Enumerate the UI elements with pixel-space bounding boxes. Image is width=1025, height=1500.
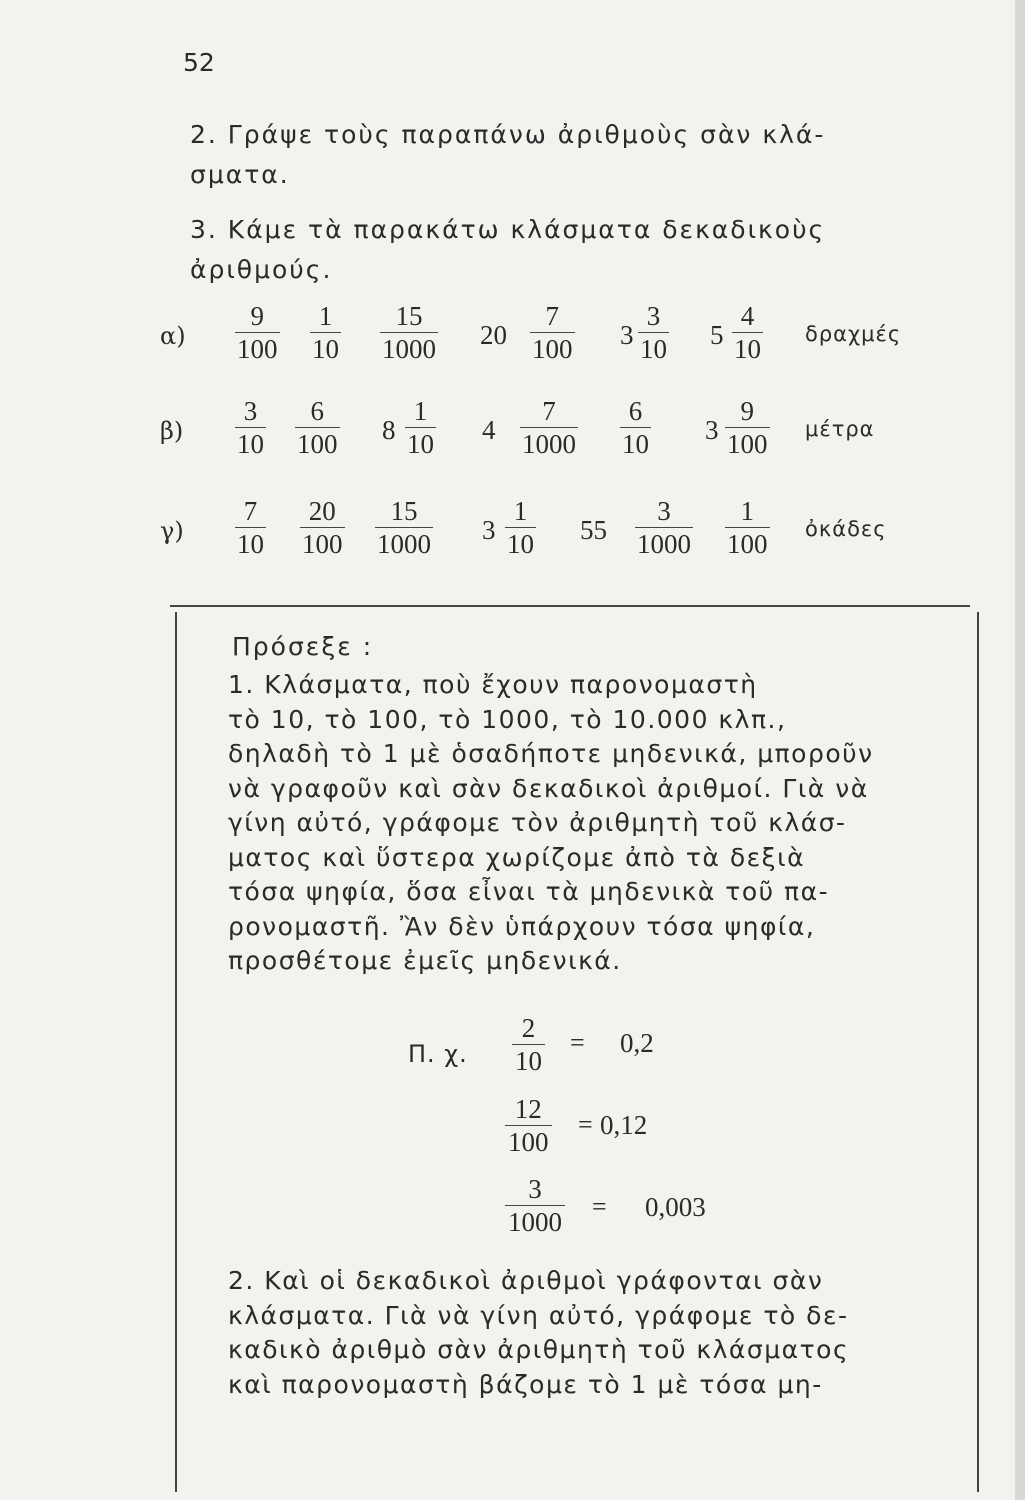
numerator: 1 (740, 496, 754, 526)
numerator: 15 (395, 301, 423, 331)
denominator: 10 (622, 429, 649, 459)
denominator: 10 (237, 429, 264, 459)
fraction (295, 395, 340, 460)
fraction (310, 300, 341, 365)
denominator: 1000 (637, 529, 691, 559)
whole-part: 3 (482, 515, 496, 545)
text-line: κλάσματα. Γιὰ νὰ γίνη αὐτό, γράφομε τὸ δε- (228, 1300, 849, 1330)
denominator: 100 (727, 529, 768, 559)
fraction (505, 495, 536, 560)
fraction (405, 395, 436, 460)
text-line: γίνη αὐτό, γράφομε τὸν ἀριθμητὴ τοῦ κλάσ- (228, 808, 847, 837)
numerator: 3 (243, 396, 258, 426)
whole-part: 55 (580, 515, 607, 545)
numerator: 7 (545, 301, 559, 331)
denominator: 100 (297, 429, 338, 459)
numerator: 2 (521, 1013, 536, 1043)
example-result: 0,003 (645, 1192, 706, 1222)
unit-label: δραχμές (805, 322, 902, 346)
exercise-3-text (190, 210, 950, 290)
example-result: 0,12 (600, 1110, 648, 1140)
equals-sign: = (578, 1110, 593, 1139)
denominator: 100 (532, 334, 573, 364)
exercise-2-text (190, 115, 950, 195)
example-label: Π. χ. (408, 1040, 468, 1068)
fraction (732, 300, 763, 365)
notice-paragraph-2 (228, 1264, 958, 1402)
fraction (380, 300, 438, 365)
numerator: 6 (310, 396, 324, 426)
row-label: β) (160, 417, 184, 445)
fraction (235, 495, 266, 560)
example-fraction (505, 1093, 552, 1158)
example-fraction (505, 1173, 565, 1238)
numerator: 3 (657, 496, 671, 526)
denominator: 100 (727, 429, 768, 459)
fraction (635, 495, 693, 560)
numerator: 15 (390, 496, 418, 526)
numerator: 6 (628, 396, 643, 426)
fraction (375, 495, 433, 560)
text-line: ματος καὶ ὕστερα χωρίζομε ἀπὸ τὰ δεξιὰ (228, 842, 806, 872)
numerator: 3 (528, 1174, 542, 1204)
whole-part: 4 (482, 415, 496, 445)
text-line: 1. Κλάσματα, ποὺ ἔχουν παρονομαστὴ (228, 670, 758, 699)
fraction-row-alpha (160, 300, 920, 380)
unit-label: ὀκάδες (805, 517, 887, 541)
numerator: 1 (513, 496, 528, 526)
fraction (520, 395, 578, 460)
equals-sign: = (592, 1192, 607, 1221)
text-line: 3. Κάμε τὰ παρακάτω κλάσματα δεκαδικοὺς (190, 215, 826, 244)
numerator: 1 (318, 301, 333, 331)
page-number: 52 (183, 48, 215, 77)
text-line: σματα. (190, 160, 290, 189)
text-line: δηλαδὴ τὸ 1 μὲ ὁσαδήποτε μηδενικά, μποροῦν (228, 739, 874, 768)
denominator: 1000 (377, 529, 431, 559)
text-line: 2. Γράψε τοὺς παραπάνω ἀριθμοὺς σὰν κλά- (190, 120, 826, 149)
text-line: τὸ 10, τὸ 100, τὸ 1000, τὸ 10.000 κλπ., (228, 704, 787, 734)
denominator: 10 (312, 334, 339, 364)
numerator: 7 (542, 396, 556, 426)
fraction (530, 300, 575, 365)
text-line: ρονομαστῆ. Ἂν δὲν ὑπάρχουν τόσα ψηφία, (228, 911, 816, 941)
row-label: γ) (160, 517, 184, 545)
numerator: 3 (646, 301, 661, 331)
whole-part: 3 (620, 320, 634, 350)
notice-top-rule (170, 605, 970, 607)
denominator: 100 (302, 529, 343, 559)
fraction (235, 300, 280, 365)
whole-part: 3 (705, 415, 719, 445)
denominator: 1000 (382, 334, 436, 364)
denominator: 1000 (522, 429, 576, 459)
whole-part: 20 (480, 320, 507, 350)
example-fraction (512, 1012, 545, 1077)
numerator: 1 (413, 396, 428, 426)
fraction (725, 495, 770, 560)
text-line: καὶ παρονομαστὴ βάζομε τὸ 1 μὲ τόσα μη- (228, 1369, 823, 1399)
numerator: 4 (740, 301, 755, 331)
fraction-row-beta (160, 395, 920, 475)
notice-paragraph-1 (228, 668, 958, 979)
denominator: 10 (407, 429, 434, 459)
numerator: 20 (308, 496, 336, 526)
example-result: 0,2 (620, 1028, 654, 1058)
denominator: 10 (237, 529, 264, 559)
equals-sign: = (570, 1028, 585, 1057)
unit-label: μέτρα (805, 417, 875, 441)
fraction (300, 495, 345, 560)
denominator: 100 (237, 334, 278, 364)
numerator: 7 (243, 496, 258, 526)
whole-part: 8 (382, 415, 396, 445)
fraction (725, 395, 770, 460)
text-line: καδικὸ ἀριθμὸ σὰν ἀριθμητὴ τοῦ κλάσματος (228, 1335, 850, 1364)
text-line: ἀριθμούς. (190, 255, 333, 284)
notice-title: Πρόσεξε : (232, 632, 374, 661)
text-line: 2. Καὶ οἱ δεκαδικοὶ ἀριθμοὶ γράφονται σὰν (228, 1266, 824, 1295)
whole-part: 5 (710, 320, 724, 350)
denominator: 1000 (505, 1205, 565, 1238)
text-line: νὰ γραφοῦν καὶ σὰν δεκαδικοὶ ἀριθμοί. Γιὰ νὰ (228, 773, 869, 803)
denominator: 10 (640, 334, 667, 364)
denominator: 100 (505, 1125, 552, 1158)
text-line: προσθέτομε ἐμεῖς μηδενικά. (228, 946, 622, 975)
fraction (235, 395, 266, 460)
numerator: 12 (514, 1094, 542, 1124)
row-label: α) (160, 322, 186, 350)
numerator: 9 (250, 301, 264, 331)
page-edge (1015, 0, 1025, 1500)
denominator: 10 (507, 529, 534, 559)
numerator: 9 (740, 396, 754, 426)
denominator: 10 (512, 1044, 545, 1077)
text-line: τόσα ψηφία, ὅσα εἶναι τὰ μηδενικὰ τοῦ πα- (228, 877, 830, 906)
fraction (620, 395, 651, 460)
fraction-row-gamma (160, 495, 920, 575)
denominator: 10 (734, 334, 761, 364)
fraction (638, 300, 669, 365)
